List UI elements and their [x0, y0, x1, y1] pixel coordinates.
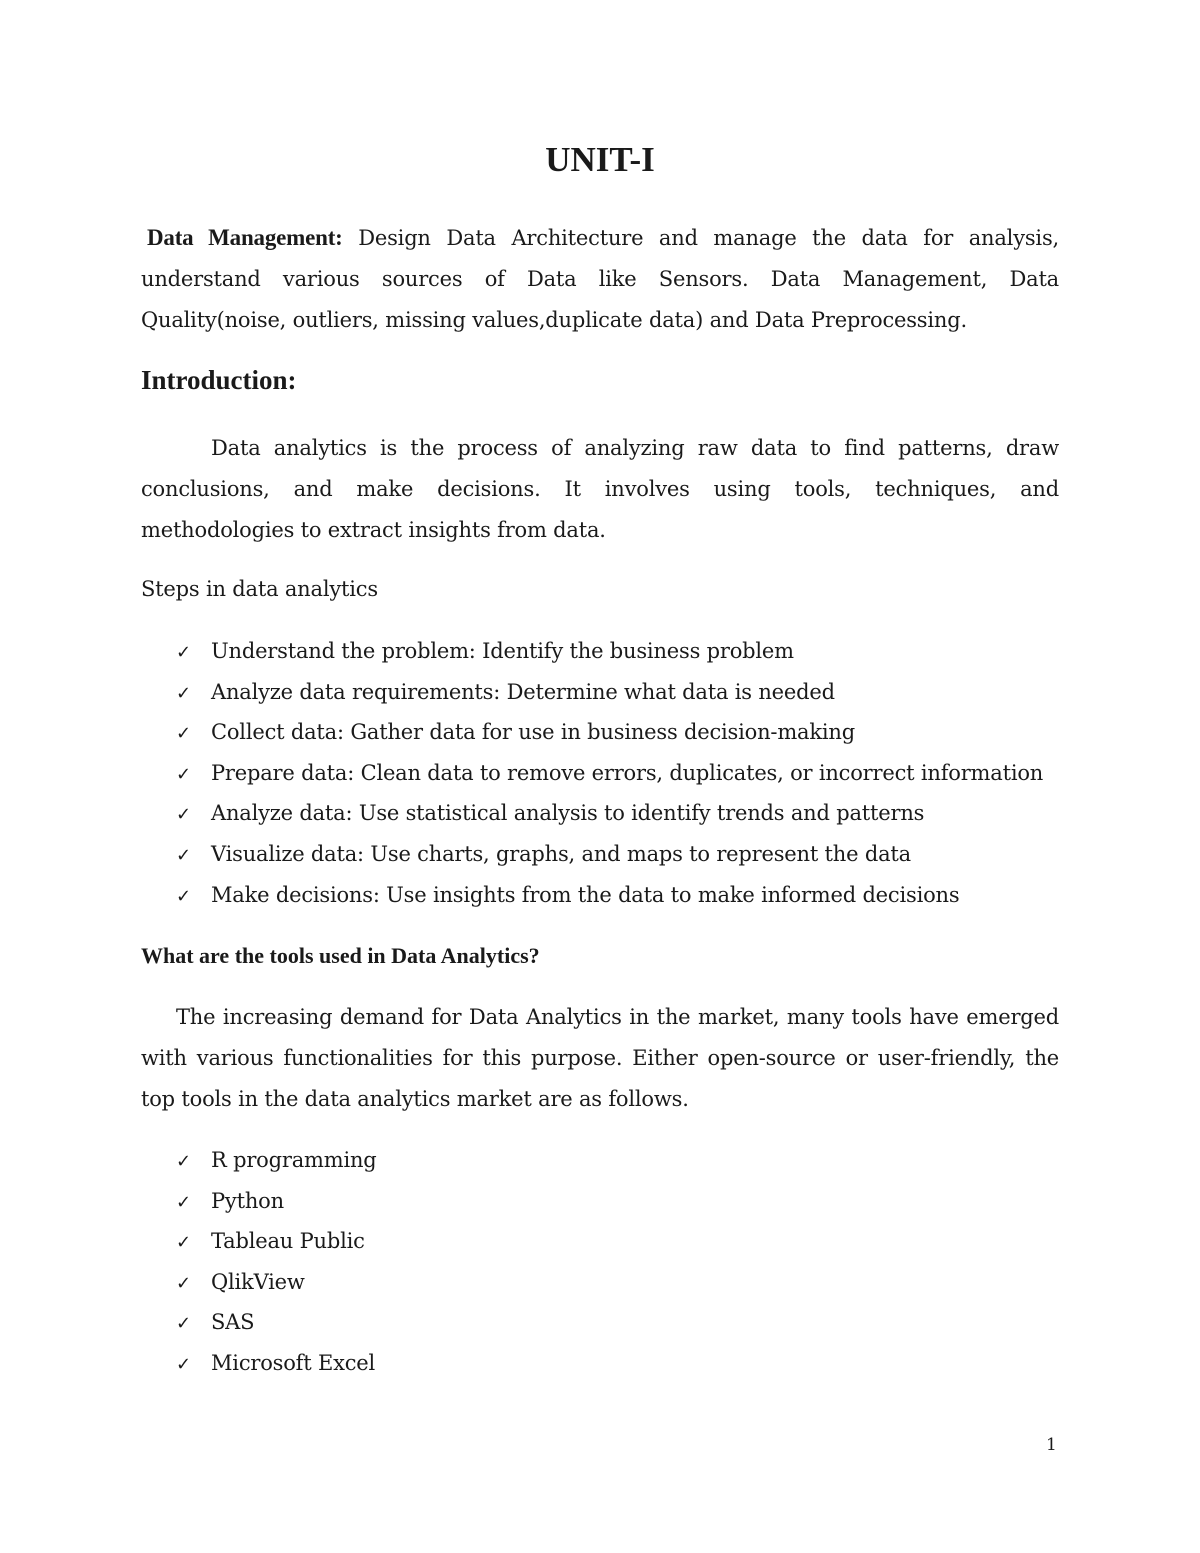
check-icon: ✓	[176, 1151, 191, 1172]
syllabus-label: Data Management:	[147, 225, 343, 250]
list-item: ✓ Analyze data requirements: Determine what data is needed	[176, 672, 1043, 713]
tools-list	[176, 1140, 377, 1384]
syllabus-text: Design Data Architecture and manage the data for analysis, understand various sources of Data like Sensors. Data Management, Data Quality(noise, outliers, missing values,duplicate data) and Data Preprocessing.	[141, 226, 1060, 332]
page-number: 1	[1046, 1435, 1057, 1455]
check-icon: ✓	[176, 1272, 191, 1294]
list-item: ✓ Prepare data: Clean data to remove errors, duplicates, or incorrect information	[176, 753, 1043, 794]
check-icon: ✓	[176, 723, 191, 745]
list-item: ✓ Understand the problem: Identify the business problem	[176, 631, 1043, 672]
introduction-heading: Introduction:	[141, 365, 297, 395]
tools-paragraph: The increasing demand for Data Analytics in the market, many tools have emerged with various functionalities for this purpose. Either open-source or user-friendly, the top tools in the data analytics market are as follows.	[141, 1005, 1059, 1111]
list-item: ✓ Tableau Public	[176, 1221, 377, 1262]
check-icon: ✓	[176, 763, 191, 785]
check-icon: ✓	[176, 1232, 191, 1254]
check-icon: ✓	[176, 1313, 191, 1335]
tools-heading: What are the tools used in Data Analytics?	[141, 943, 540, 968]
list-item: ✓ QlikView	[176, 1262, 377, 1303]
steps-list	[176, 631, 1043, 915]
check-icon: ✓	[176, 1353, 191, 1375]
introduction-paragraph: Data analytics is the process of analyzing raw data to find patterns, draw conclusions, and make decisions. It involves using tools, techniques, and methodologies to extract insights from data.	[141, 436, 1059, 542]
list-item: ✓ Microsoft Excel	[176, 1343, 377, 1384]
list-item: ✓ Analyze data: Use statistical analysis to identify trends and patterns	[176, 793, 1043, 834]
syllabus-paragraph	[141, 217, 1059, 341]
list-item: ✓ SAS	[176, 1302, 377, 1343]
steps-label: Steps in data analytics	[141, 577, 378, 601]
check-icon: ✓	[176, 642, 191, 663]
page-title: UNIT-I	[545, 140, 655, 179]
check-icon: ✓	[176, 682, 191, 704]
list-item: ✓ R programming	[176, 1140, 377, 1181]
list-item: ✓ Collect data: Gather data for use in business decision-making	[176, 712, 1043, 753]
check-icon: ✓	[176, 885, 191, 907]
list-item: ✓ Visualize data: Use charts, graphs, and maps to represent the data	[176, 834, 1043, 875]
check-icon: ✓	[176, 804, 191, 826]
list-item: ✓ Python	[176, 1181, 377, 1222]
check-icon: ✓	[176, 1191, 191, 1213]
check-icon: ✓	[176, 844, 191, 866]
list-item: ✓ Make decisions: Use insights from the data to make informed decisions	[176, 875, 1043, 916]
